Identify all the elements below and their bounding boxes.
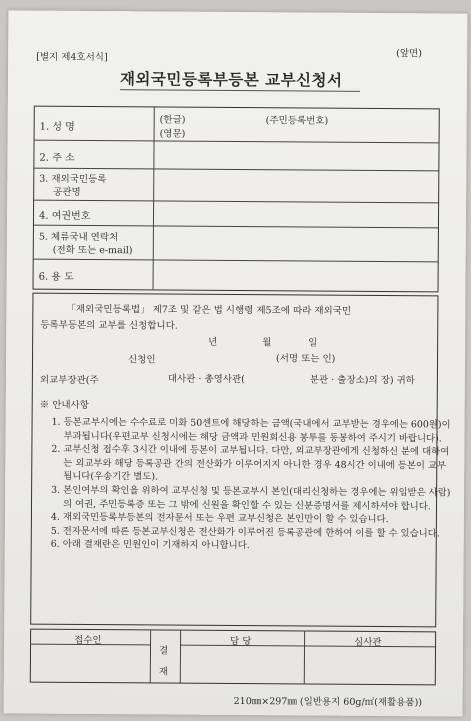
note-item: 1. 등본교부시에는 수수료로 미화 50센트에 해당하는 금액(국내에서 교부받는 경우에는 600원)이 부과됩니다(우편교부 신청시에는 해당 금액과 민원회신용 봉투를 동봉하여 주시기 바랍니다). <box>51 416 451 445</box>
receiver-label: 접수인 <box>74 634 102 647</box>
name-label: 1. 성 명 <box>39 121 75 133</box>
contact-label-line2: (전화 또는 e-mail) <box>52 244 133 257</box>
note-item: 3. 본인여부의 확인을 위하여 교부신청 및 등본교부시 본인(대리신청하는 경우에는 위임받은 사람)의 여권, 주민등록증 또는 그 밖에 신원을 확인할 수 있는 신분증명서를 제시하셔야 합니다. <box>51 484 451 512</box>
declaration-line1: 「재외국민등록법」 제7조 및 같은 법 시행령 제5조에 따라 재외국민 <box>66 303 352 317</box>
resident-number-label: (주민등록번호) <box>265 115 329 127</box>
name-english-label: (영문) <box>159 128 186 140</box>
notes-list <box>51 416 452 555</box>
in-charge-label: 담 당 <box>230 635 252 648</box>
declaration-line2: 등록부등본의 교부를 신청합니다. <box>40 319 178 332</box>
note-item: 2. 교부신청 접수후 3시간 이내에 등본이 교부됩니다. 다만, 외교부장관에게 신청하신 분에 대하여는 외교부와 해당 등록공관 간의 전산화가 이루어지지 아니한 경우 48시간 이내에 등본이 교부됩니다(우송기간 별도). <box>51 443 450 483</box>
applicant-label: 신청인 <box>127 354 156 366</box>
page-side-label: (앞면) <box>396 48 422 60</box>
notes-heading: ※ 안내사항 <box>39 399 89 411</box>
approval-label-1: 결 <box>158 645 169 657</box>
form-title: 재외국민등록부등본 교부신청서 <box>119 69 343 90</box>
addressee-part1: 외교부장관(주 <box>39 374 99 387</box>
note-item: 4. 재외국민등록부등본의 전자문서 또는 우편 교부신청은 본인만이 할 수 있습니다. <box>50 511 389 526</box>
reviewer-label: 심사관 <box>354 636 382 649</box>
addressee-part3: 분관 · 출장소)의 장) 귀하 <box>309 374 416 387</box>
office-label-line2: 공관명 <box>53 186 81 198</box>
applicant-info-table <box>33 106 440 293</box>
name-korean-label: (한글) <box>159 114 186 126</box>
date-day: 일 <box>308 337 318 349</box>
paper-size-footer: 210㎜×297㎜ (일반용지 60g/㎡(재활용품)) <box>233 695 423 709</box>
date-year: 년 <box>208 336 218 348</box>
purpose-label: 6. 용 도 <box>38 271 74 283</box>
passport-label: 4. 여권번호 <box>38 210 91 222</box>
addressee-part2: 대사관 · 총영사관( <box>167 373 245 386</box>
note-item: 5. 전자문서에 따른 등본교부신청은 전산화가 이루어진 등록공관에 한하여 이를 할 수 있습니다. <box>50 525 440 540</box>
application-form-paper <box>4 10 468 716</box>
address-label: 2. 주 소 <box>39 152 75 164</box>
signature-label: (서명 또는 인) <box>275 353 336 365</box>
office-label-line1: 3. 재외국민등록 <box>39 173 107 186</box>
note-item: 6. 아래 결재란은 민원인이 기재하지 아니합니다. <box>50 539 250 552</box>
approval-label-2: 재 <box>158 666 169 678</box>
form-number: [별지 제4호서식] <box>36 51 108 64</box>
date-month: 월 <box>262 337 272 349</box>
contact-label-line1: 5. 체류국내 연락처 <box>38 231 119 244</box>
